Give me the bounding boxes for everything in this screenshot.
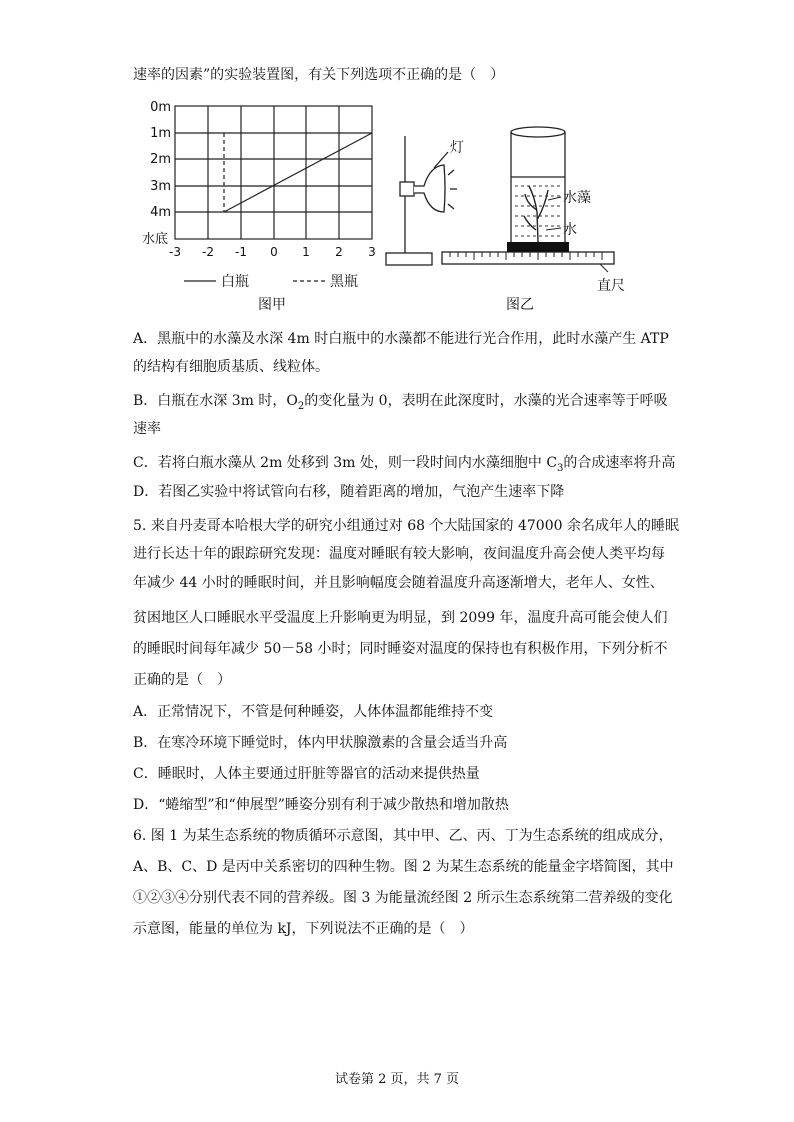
figure-b-caption: 图乙 <box>506 297 534 313</box>
q4-option-c-subscript: 3 <box>557 462 564 474</box>
lamp-label: 灯 <box>450 140 464 156</box>
intro-line: 速率的因素”的实验装置图，有关下列选项不正确的是（ ） <box>133 67 505 83</box>
q5-stem-line4: 贫困地区人口睡眠水平受温度上升影响更为明显，到 2099 年，温度升高可能会使人们 <box>133 610 668 626</box>
algae-pointer <box>548 197 561 200</box>
q6-stem-line4: 示意图，能量的单位为 kJ，下列说法不正确的是（ ） <box>133 921 474 937</box>
clamp <box>400 182 414 196</box>
q4-option-b-text-b: 的变化量为 0，表明在此深度时，水藻的光合速率等于呼吸 <box>304 393 668 409</box>
q5-option-a: A．正常情况下，不管是何种睡姿，人体体温都能维持不变 <box>133 704 494 720</box>
white-bottle-line <box>224 133 372 212</box>
y-label-2: 2m <box>150 152 171 167</box>
q5-stem-line6: 正确的是（ ） <box>133 672 231 688</box>
y-label-4: 4m <box>150 205 171 220</box>
q5-stem-line3: 年减少 44 小时的睡眠时间，并且影响幅度会随着温度升高逐渐增大，老年人、女性、 <box>133 575 664 591</box>
q4-option-b-subscript: 2 <box>297 400 305 412</box>
q4-option-a-line2: 的结构有细胞质基质、线粒体。 <box>133 359 329 375</box>
figure-a-graph <box>130 95 400 320</box>
tube-rim <box>511 127 565 137</box>
x-label-5: 2 <box>335 245 343 259</box>
y-label-1: 1m <box>150 126 171 141</box>
figure-b-apparatus <box>378 120 648 320</box>
algae-label: 水藻 <box>563 190 591 206</box>
y-label-3: 3m <box>150 179 171 194</box>
q4-option-b-line1 <box>133 393 668 412</box>
x-label-3: 0 <box>270 245 278 259</box>
q5-stem-line1: 5. 来自丹麦哥本哈根大学的研究小组通过对 68 个大陆国家的 47000 余名成年人的睡眠 <box>133 518 679 534</box>
q6-stem-line1: 6. 图 1 为某生态系统的物质循环示意图，其中甲、乙、丙、丁为生态系统的组成成分， <box>133 828 673 844</box>
lamp <box>414 165 445 212</box>
q4-option-d: D．若图乙实验中将试管向右移，随着距离的增加，气泡产生速率下降 <box>133 484 565 500</box>
x-label-0: -3 <box>169 245 181 259</box>
x-label-2: -1 <box>235 245 247 259</box>
q6-stem-line2: A、B、C、D 是丙中关系密切的四种生物。图 2 为某生态系统的能量金字塔简图，其中 <box>133 859 674 875</box>
q4-option-b-line2: 速率 <box>133 421 161 437</box>
legend-white-bottle: 白瓶 <box>221 274 249 290</box>
ruler-label: 直尺 <box>597 278 625 294</box>
q5-stem-line2: 进行长达十年的跟踪研究发现：温度对睡眠有较大影响，夜间温度升高会使人类平均每 <box>133 546 665 562</box>
legend-black-bottle: 黑瓶 <box>330 274 358 290</box>
q5-option-c: C．睡眠时，人体主要通过肝脏等器官的活动来提供热量 <box>133 766 480 782</box>
q5-stem-line5: 的睡眠时间每年减少 50－58 小时；同时睡姿对温度的保持也有积极作用，下列分析不 <box>133 641 668 657</box>
q4-option-a-line1: A．黑瓶中的水藻及水深 4m 时白瓶中的水藻都不能进行光合作用，此时水藻产生 ATP <box>133 331 669 347</box>
bottom-label: 水底 <box>141 232 168 247</box>
q5-option-b: B．在寒冷环境下睡觉时，体内甲状腺激素的含量会适当升高 <box>133 735 508 751</box>
y-label-0: 0m <box>150 100 171 115</box>
ruler <box>442 252 614 264</box>
algae-plant <box>524 186 548 242</box>
x-label-4: 1 <box>302 245 310 259</box>
q4-option-b-text-a: B．白瓶在水深 3m 时，O <box>133 393 298 409</box>
q4-option-c-text-a: C．若将白瓶水藻从 2m 处移到 3m 处，则一段时间内水藻细胞中 C <box>133 455 558 471</box>
q4-option-c-text-b: 的合成速率将升高 <box>563 455 676 471</box>
figure-a-caption: 图甲 <box>258 297 286 313</box>
q4-option-c <box>133 455 676 474</box>
q5-option-d: D．“蜷缩型”和“伸展型”睡姿分别有利于减少散热和增加散热 <box>133 797 509 813</box>
x-label-1: -2 <box>202 245 214 259</box>
water-pointer <box>546 228 561 230</box>
q6-stem-line3: ①②③④分别代表不同的营养级。图 3 为能量流经图 2 所示生态系统第二营养级的变化 <box>133 890 673 906</box>
ruler-pointer <box>600 264 608 272</box>
x-label-6: 3 <box>368 245 376 259</box>
water-label: 水 <box>563 222 577 238</box>
tube-base <box>507 242 569 252</box>
page-footer: 试卷第 2 页，共 7 页 <box>334 1072 460 1087</box>
stand-base <box>386 253 432 265</box>
